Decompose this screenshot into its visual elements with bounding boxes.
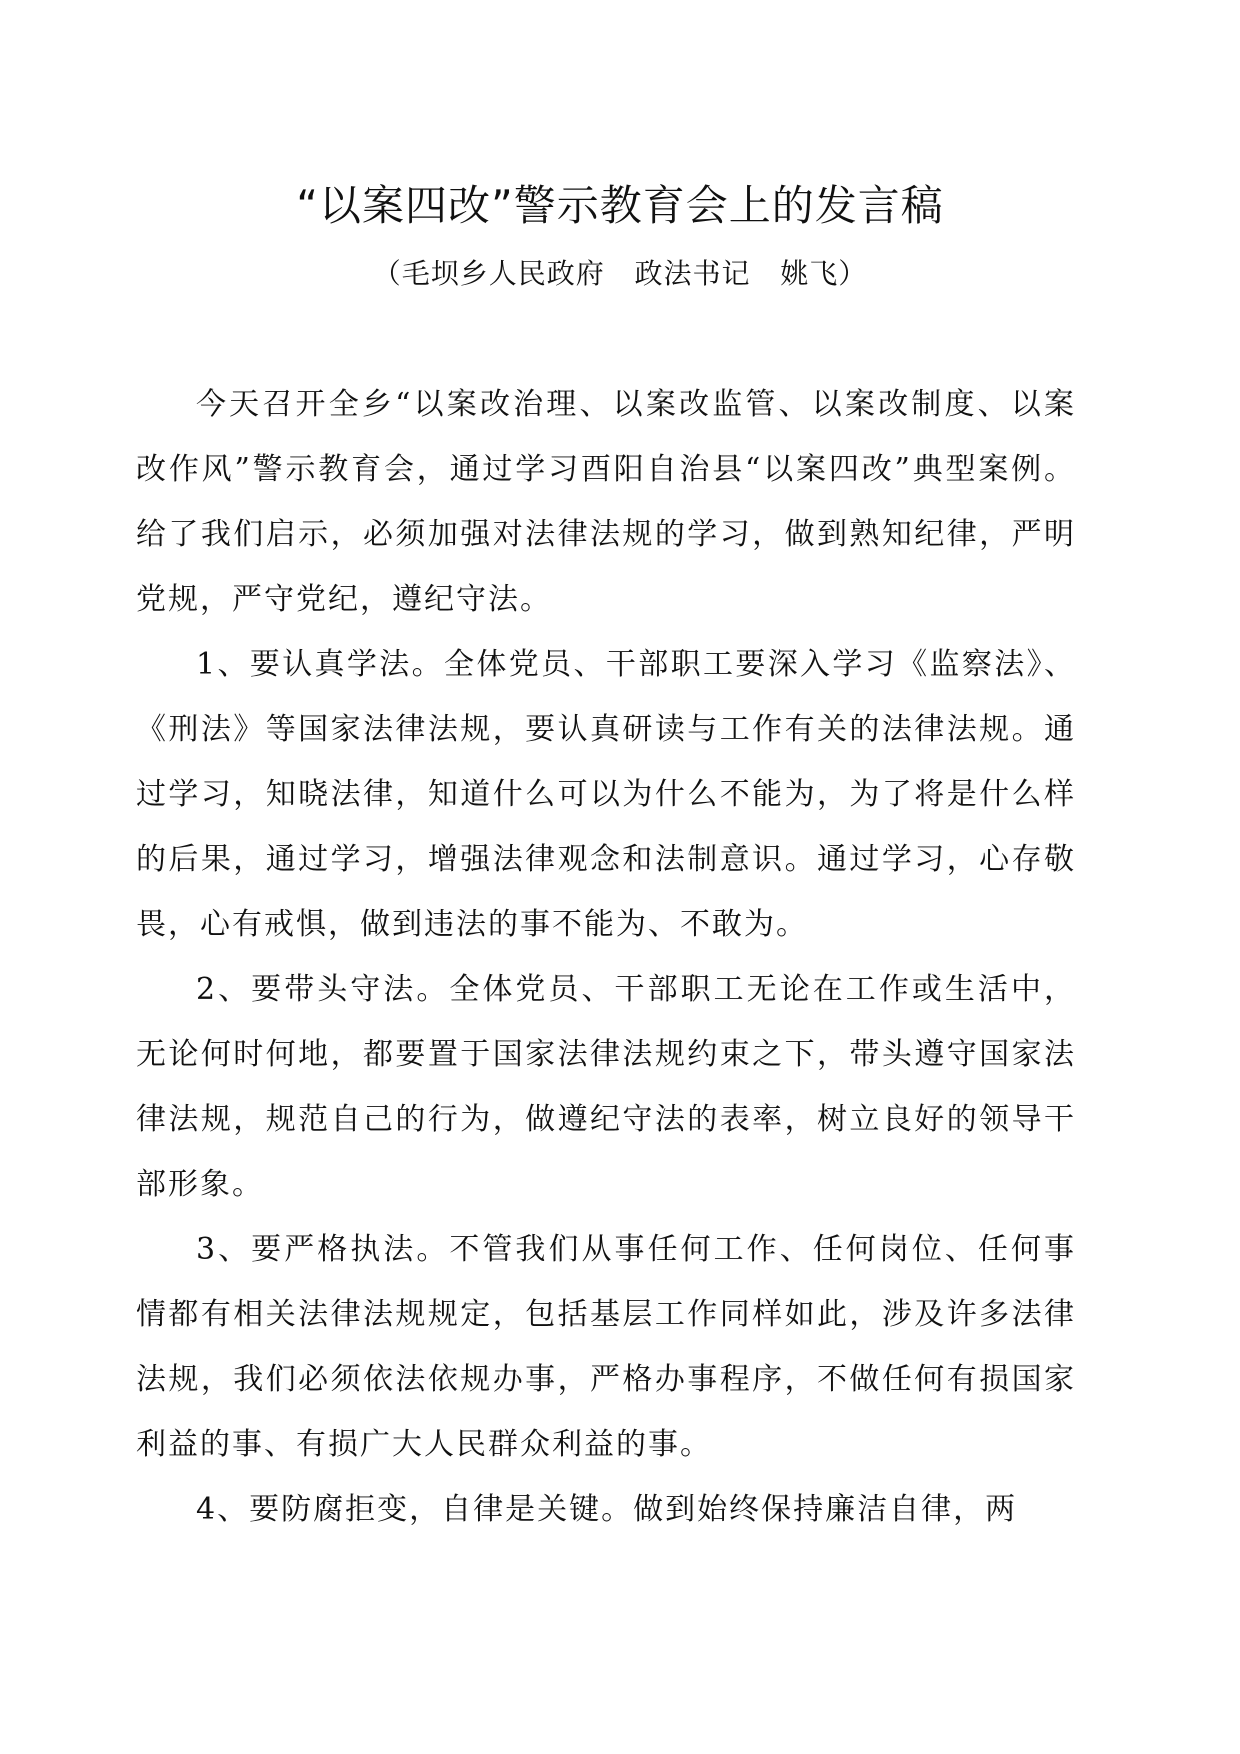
paragraph-point-3: 3、要严格执法。不管我们从事任何工作、任何岗位、任何事情都有相关法律法规规定，包括基层工作同样如此，涉及许多法律法规，我们必须依法依规办事，严格办事程序，不做任何有损国家利益的事、有损广大人民群众利益的事。 [136,1232,1076,1462]
paragraph-intro: 今天召开全乡“以案改治理、以案改监管、以案改制度、以案改作风”警示教育会，通过学习酉阳自治县“以案四改”典型案例。给了我们启示，必须加强对法律法规的学习，做到熟知纪律，严明党规，严守党纪，遵纪守法。 [136,387,1076,617]
document-subtitle: （毛坝乡人民政府 政法书记 姚飞） [372,257,868,290]
paragraph-point-4: 4、要防腐拒变，自律是关键。做到始终保持廉洁自律，两 [196,1492,1018,1527]
paragraph-point-1: 1、要认真学法。全体党员、干部职工要深入学习《监察法》、《刑法》等国家法律法规，要认真研读与工作有关的法律法规。通过学习，知晓法律，知道什么可以为什么不能为，为了将是什么样的后果，通过学习，增强法律观念和法制意识。通过学习，心存敬畏，心有戒惧，做到违法的事不能为、不敢为。 [136,647,1076,942]
document-body [136,372,1076,1542]
paragraph-point-2: 2、要带头守法。全体党员、干部职工无论在工作或生活中，无论何时何地，都要置于国家法律法规约束之下，带头遵守国家法律法规，规范自己的行为，做遵纪守法的表率，树立良好的领导干部形象。 [136,972,1076,1202]
document-title: “以案四改”警示教育会上的发言稿 [296,181,944,230]
